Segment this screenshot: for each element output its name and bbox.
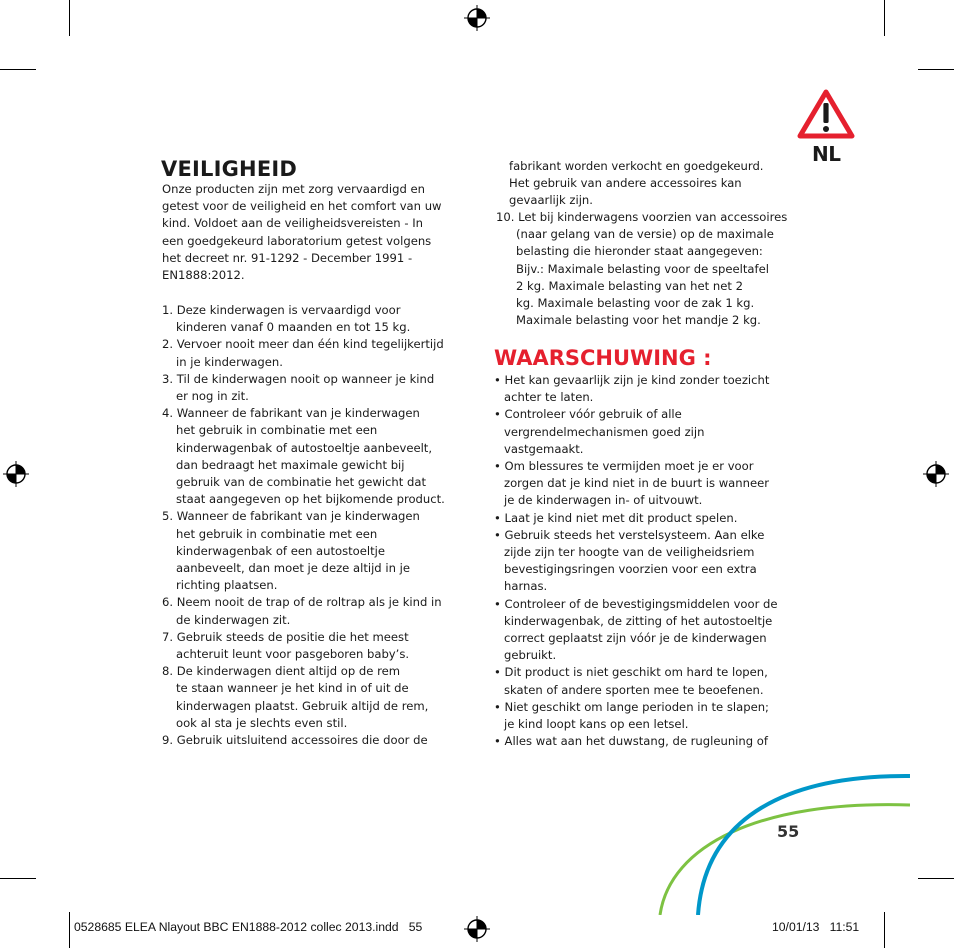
safety-item [162, 302, 477, 336]
text-line: gebruik van de combinatie het gewicht dat [176, 475, 427, 490]
warning-item [494, 406, 809, 458]
text-line: je kind loopt kans op een letsel. [504, 717, 689, 732]
warning-item [494, 458, 809, 510]
text-line: kinderen vanaf 0 maanden en tot 15 kg. [176, 320, 411, 335]
safety-item [162, 508, 477, 594]
text-line: kinderwagenbak, de zitting of het autostoeltje [504, 613, 773, 628]
intro-paragraph [162, 181, 472, 284]
text-line: het gebruik in combinatie met een [176, 423, 378, 438]
crop-mark [69, 912, 70, 948]
text-line: 2 kg. Maximale belasting van het net 2 [516, 278, 743, 293]
crop-mark [69, 0, 70, 36]
text-line: 7. Gebruik steeds de positie die het meest [162, 629, 409, 644]
warning-item [494, 699, 809, 733]
page-number: 55 [777, 822, 800, 841]
text-line: bevestigingsringen voorzien voor een extra [504, 562, 757, 577]
warning-item [494, 664, 809, 698]
registration-mark-icon [3, 461, 29, 487]
intro-line: Onze producten zijn met zorg vervaardigd en [162, 182, 425, 196]
warning-heading: WAARSCHUWING : [494, 346, 712, 370]
intro-line: het decreet nr. 91-1292 - December 1991 - [162, 250, 413, 265]
warning-item [494, 596, 809, 665]
warning-item [494, 733, 809, 750]
text-line: 6. Neem nooit de trap of de roltrap als je kind in [162, 595, 442, 610]
safety-item [162, 336, 477, 370]
text-line: • Gebruik steeds het verstelsysteem. Aan elke [494, 527, 765, 542]
crop-mark [0, 69, 36, 70]
crop-mark [884, 912, 885, 948]
safety-item [496, 209, 806, 329]
safety-item [162, 663, 477, 732]
text-line: er nog in zit. [176, 389, 249, 404]
text-line: kg. Maximale belasting voor de zak 1 kg. [516, 296, 755, 311]
text-line: • Alles wat aan het duwstang, de rugleuning of [494, 734, 768, 749]
footer-file-info: 0528685 ELEA Nlayout BBC EN1888-2012 collec 2013.indd 55 [74, 920, 423, 934]
warning-list [494, 372, 809, 750]
crop-mark [918, 878, 954, 879]
text-line: Het gebruik van andere accessoires kan [509, 176, 742, 191]
intro-line: getest voor de veiligheid en het comfort van uw [162, 199, 442, 214]
safety-item [162, 371, 477, 405]
text-line: 8. De kinderwagen dient altijd op de rem [162, 664, 401, 679]
text-line: 1. Deze kinderwagen is vervaardigd voor [162, 303, 401, 317]
text-line: • Laat je kind niet met dit product spelen. [494, 510, 738, 525]
text-line: in je kinderwagen. [176, 354, 283, 369]
text-line: 2. Vervoer nooit meer dan één kind tegelijkertijd [162, 337, 444, 352]
warning-triangle-icon [796, 88, 856, 140]
text-line: (naar gelang van de versie) op de maximale [516, 227, 774, 242]
registration-mark-icon [923, 461, 949, 487]
text-line: • Om blessures te vermijden moet je er voor [494, 459, 754, 474]
crop-mark [0, 878, 36, 879]
text-line: fabrikant worden verkocht en goedgekeurd. [509, 159, 764, 173]
footer-date: 10/01/13 11:51 [772, 920, 860, 934]
text-line: 9. Gebruik uitsluitend accessoires die door de [162, 733, 428, 748]
text-line: staat aangegeven op het bijkomende product. [176, 492, 445, 507]
text-line: het gebruik in combinatie met een [176, 526, 378, 541]
safety-item [162, 405, 477, 508]
registration-mark-icon [464, 5, 490, 31]
text-line: correct geplaatst zijn vóór je de kinderwagen [504, 631, 767, 646]
warning-item [494, 510, 809, 527]
text-line: gevaarlijk zijn. [509, 193, 593, 208]
warning-item [494, 372, 809, 406]
warning-item [494, 527, 809, 596]
decorative-arcs [650, 770, 910, 915]
text-line: Maximale belasting voor het mandje 2 kg. [516, 313, 761, 328]
text-line: • Niet geschikt om lange perioden in te slapen; [494, 699, 769, 714]
text-line: de kinderwagen zit. [176, 612, 291, 627]
text-line: aanbeveelt, dan moet je deze altijd in je [176, 561, 410, 576]
text-line: 4. Wanneer de fabrikant van je kinderwagen [162, 406, 420, 421]
text-line: vergrendelmechanismen goed zijn [504, 424, 705, 439]
text-line: harnas. [504, 579, 548, 594]
text-line: zijde zijn ter hoogte van de veiligheidsriem [504, 545, 755, 560]
safety-item [162, 732, 477, 749]
text-line: • Het kan gevaarlijk zijn je kind zonder toezicht [494, 373, 770, 387]
text-line: Bijv.: Maximale belasting voor de speeltafel [516, 261, 769, 276]
text-line: je de kinderwagen in- of uitvouwt. [504, 493, 703, 508]
intro-line: een goedgekeurd laboratorium getest volgens [162, 233, 432, 248]
text-line: ook al sta je slechts even stil. [176, 715, 348, 730]
text-line: skaten of andere sporten mee te beoefenen. [504, 682, 764, 697]
text-line: vastgemaakt. [504, 441, 584, 456]
safety-item-10 [496, 209, 806, 329]
intro-line: EN1888:2012. [162, 268, 245, 283]
safety-item [162, 629, 477, 663]
intro-line: kind. Voldoet aan de veiligheidsvereisten - In [162, 216, 423, 231]
text-line: • Controleer vóór gebruik of alle [494, 407, 682, 422]
text-line: kinderwagenbak of autostoeltje aanbeveelt, [176, 440, 433, 455]
text-line: gebruikt. [504, 648, 557, 663]
text-line: te staan wanneer je het kind in of uit de [176, 681, 409, 696]
text-line: achteruit leunt voor pasgeboren baby’s. [176, 647, 410, 662]
text-line: 5. Wanneer de fabrikant van je kinderwagen [162, 509, 420, 524]
registration-mark-icon [464, 916, 490, 942]
text-line: kinderwagenbak of een autostoeltje [176, 543, 386, 558]
text-line: belasting die hieronder staat aangegeven: [516, 244, 763, 259]
text-line: achter te laten. [504, 390, 594, 405]
safety-list-left [162, 302, 477, 749]
text-line: kinderwagen plaatst. Gebruik altijd de rem, [176, 698, 429, 713]
safety-heading: VEILIGHEID [161, 157, 298, 181]
text-line: richting plaatsen. [176, 578, 278, 593]
text-line: zorgen dat je kind niet in de buurt is wanneer [504, 476, 770, 491]
language-badge: NL [812, 142, 841, 166]
text-line: 10. Let bij kinderwagens voorzien van accessoires [496, 210, 788, 224]
crop-mark [884, 0, 885, 36]
text-line: • Controleer of de bevestigingsmiddelen voor de [494, 596, 778, 611]
safety-item [162, 594, 477, 628]
text-line: • Dit product is niet geschikt om hard te lopen, [494, 665, 768, 680]
crop-mark [918, 69, 954, 70]
text-line: 3. Til de kinderwagen nooit op wanneer je kind [162, 371, 435, 386]
text-line: dan bedraagt het maximale gewicht bij [176, 457, 405, 472]
item-9-continuation [509, 158, 809, 210]
